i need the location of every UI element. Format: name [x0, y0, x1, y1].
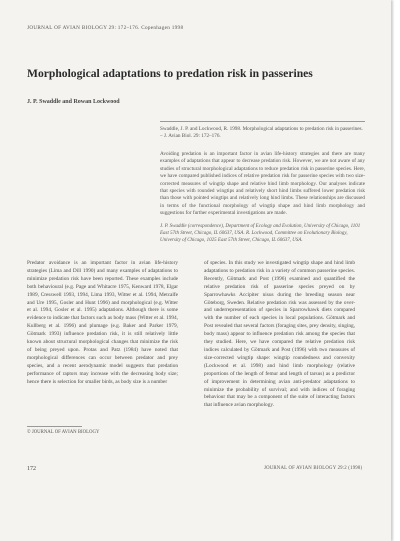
body-right-column: of species. In this study we investigated wingtip shape and hind limb adaptations to predation risk in a variety of common passerine species. Recently, Götmark and Post (1996) examined and quantified the relative predation risk of passerine species preyed on by Sparrowhawks Accipiter nisus during the breeding season near Göteborg, Sweden. Relative predation risk was assessed by the over- and underrepresentation of species in Sparrowhawk diets compared with the number of each species in local populations. Götmark and Post revealed that several factors (foraging sites, prey density, singing, body mass) appear to influence predation risk among the species that they studied. Here, we have compared the relative predation risk indices calculated by Götmark and Post (1996) with two measures of size-corrected wingtip shape: wingtip roundedness and convexity (Lockwood et al. 1998) and hind limb morphology (relative proportions of the length of femur and length of tarsus) as a predictor of improvement in determining avian anti-predator adaptations to minimize the probability of survival; and with indices of foraging behaviour that may be a component of the suite of interacting factors that influence avian morphology. [204, 260, 355, 409]
page-number: 172 [27, 466, 36, 472]
citation: Swaddle, J. P. and Lockwood, R. 1998. Morphological adaptations to predation risk in passerines. – J. Avian Biol. 29: 172–176. [160, 126, 363, 140]
author-affiliation: J. P. Swaddle (correspondence), Department of Ecology and Evolution, University of Chicago, 1101 East 57th Street, Chicago, IL 60637, USA. R. Lockwood, Committee on Evolutionary Biology, University of Chicago, 1025 East 57th Street, Chicago, IL 60637, USA. [160, 224, 361, 244]
article-authors: J. P. Swaddle and Rowan Lockwood [27, 99, 120, 105]
article-title: Morphological adaptations to predation risk in passerines [27, 67, 313, 80]
journal-header: JOURNAL OF AVIAN BIOLOGY 29: 172–176. Copenhagen 1998 [27, 25, 184, 31]
body-left-column: Predator avoidance is an important factor in avian life-history strategies (Lima and Dill 1990) and many examples of adaptations to minimize predation risk have been reported. These examples include both behavioural (e.g. Page and Whitacre 1975, Kenward 1978, Elgar 1989, Cresswell 1993, 1994, Lima 1993, Witter et al. 1994, Metcalfe and Ure 1995, Gosler and Hunt 1996) and morphological (e.g. Witter et al. 1994, Gosler et al. 1995) adaptations. Although there is some evidence to indicate that factors such as body mass (Witter et al. 1994, Kullberg et al. 1996) and plumage (e.g. Baker and Parker 1979, Götmark 1993) influence predation risk, it is still relatively little known about structural morphological changes that minimize the risk of being preyed upon. Protas and Patz (1984) have noted that morphological differences can occur between predator and prey species, and a recent aerodynamic model suggests that predation performance of raptors may increase with the decreasing body size; hence there is selection for smaller birds, as body size is a number [27, 260, 178, 385]
abstract: Avoiding predation is an important factor in avian life-history strategies and there are many examples of adaptations that appear to decrease predation risk. However, we are not aware of any studies of structural morphological adaptations to reduce predation risk in passerine species. Here, we have compared published indices of relative predation risk for passerine species with two size-corrected measures of wingtip shape and relative hind limb morphology. Our analyses indicate that species with rounded wingtips and relatively short hind limbs suffered lower predation risk than those with pointed wingtips and relatively long hind limbs. These relationships are discussed in terms of the functional morphology of wingtip shape and hind limb morphology and suggestions for further experimental investigations are made. [160, 151, 365, 217]
footer-journal: JOURNAL OF AVIAN BIOLOGY 29:2 (1998) [264, 466, 363, 471]
footnote-rule [27, 426, 82, 427]
copyright-note: © JOURNAL OF AVIAN BIOLOGY [27, 430, 100, 435]
citation-top-rule [160, 121, 365, 122]
